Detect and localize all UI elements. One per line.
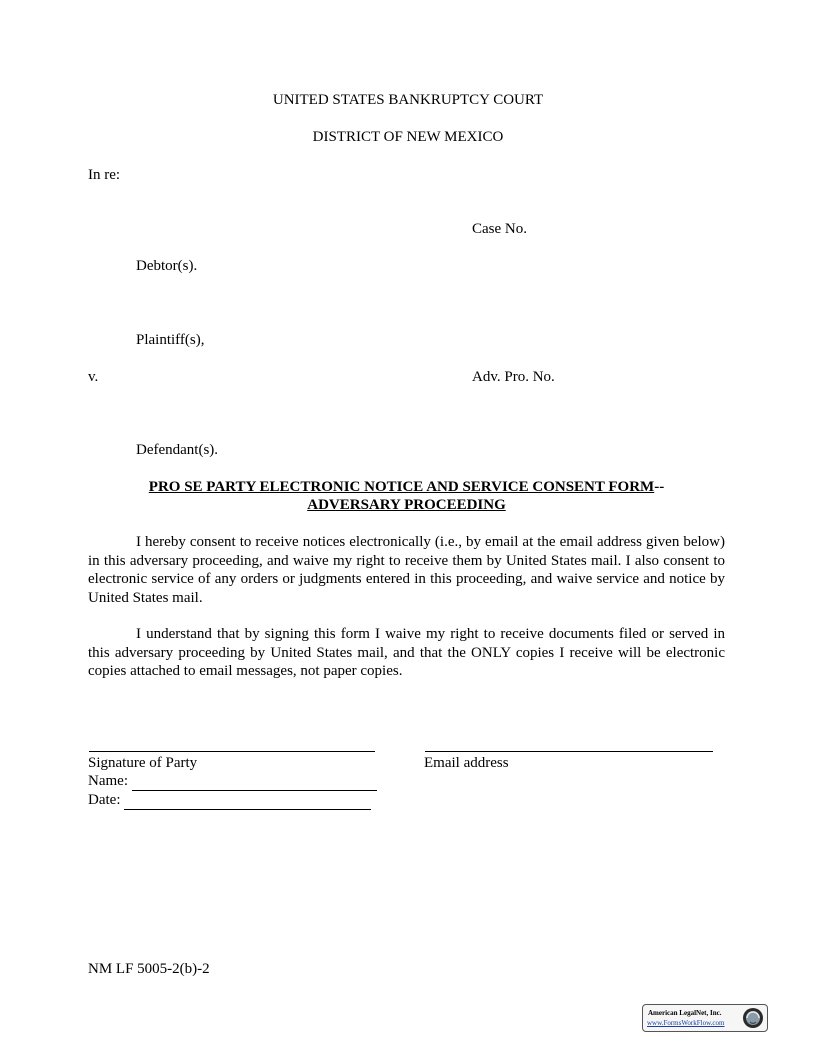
plaintiffs-label: Plaintiff(s), [136, 332, 205, 348]
court-name: UNITED STATES BANKRUPTCY COURT [272, 92, 544, 108]
name-row [88, 772, 377, 791]
versus-label: v. [88, 369, 99, 385]
name-field[interactable] [132, 772, 377, 791]
case-no-label: Case No. [472, 221, 527, 237]
date-field[interactable] [124, 791, 371, 810]
globe-icon [742, 1007, 764, 1029]
logo-url[interactable]: www.FormsWorkFlow.com [647, 1019, 725, 1027]
form-id: NM LF 5005-2(b)-2 [88, 961, 210, 977]
form-title-dash: -- [654, 479, 665, 495]
american-legalnet-logo[interactable] [642, 1004, 768, 1032]
signature-line[interactable] [89, 751, 375, 752]
email-line[interactable] [425, 751, 713, 752]
waiver-paragraph: I understand that by signing this form I waive my right to receive documents filed or served in this adversary proceeding by United States mail, and that the ONLY copies I receive will be electronic copies attached to email messages, not paper copies. [88, 626, 725, 679]
district-name: DISTRICT OF NEW MEXICO [312, 129, 504, 145]
logo-company: American LegalNet, Inc. [648, 1009, 722, 1017]
signature-label: Signature of Party [88, 755, 198, 771]
defendants-label: Defendant(s). [136, 442, 219, 458]
in-re-label: In re: [88, 167, 121, 183]
form-title-line1: PRO SE PARTY ELECTRONIC NOTICE AND SERVICE CONSENT FORM [148, 479, 655, 495]
adv-pro-no-label: Adv. Pro. No. [472, 369, 555, 385]
name-label: Name: [88, 773, 128, 789]
date-row [88, 791, 371, 810]
form-title [88, 478, 725, 514]
email-label: Email address [424, 755, 509, 771]
form-title-line2: ADVERSARY PROCEEDING [307, 497, 506, 513]
debtors-label: Debtor(s). [136, 258, 198, 274]
date-label: Date: [88, 792, 121, 808]
consent-paragraph: I hereby consent to receive notices electronically (i.e., by email at the email address given below) in this adversary proceeding, and waive my right to receive them by United States mail. I also consent to electronic service of any orders or judgments entered in this proceeding, and waive service and notice by United States mail. [88, 534, 725, 606]
